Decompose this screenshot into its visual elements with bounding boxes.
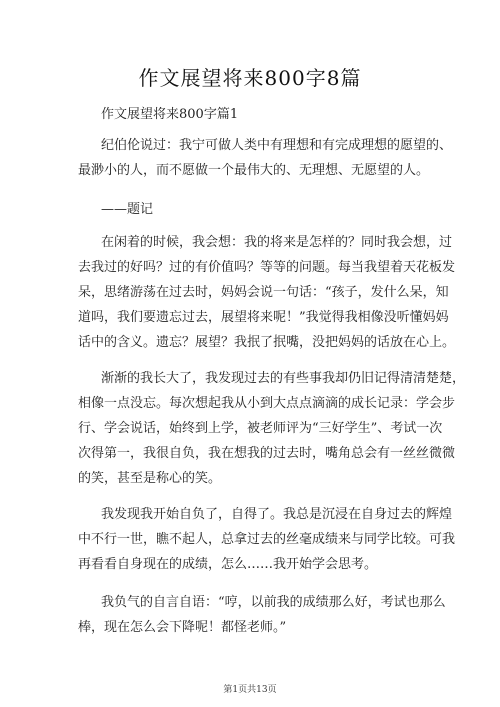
text-line: 去我过的好吗？过的有价值吗？等等的问题。每当我望着天花板发	[78, 260, 456, 275]
text-line: 道吗，我们要遗忘过去，展望将来呢！”我觉得我相像没听懂妈妈	[78, 310, 449, 325]
text-line: 中不行一世，瞧不起人，总拿过去的丝毫成绩来与同学比较。可我	[78, 532, 456, 547]
text-line: 再看看自身现在的成绩，怎么……我开始学会思考。	[78, 557, 378, 572]
text-line: 次得第一，我很自负，我在想我的过去时，嘴角总会有一丝丝微微	[78, 446, 456, 461]
text-line: 棒，现在怎么会下降呢！都怪老师。”	[78, 620, 287, 635]
text-line: 纪伯伦说过：我宁可做人类中有理想和有完成理想的愿望的、	[101, 138, 453, 153]
text-line: 的笑，甚至是称心的笑。	[78, 471, 222, 486]
text-line: 我发现我开始自负了，自得了。我总是沉浸在自身过去的辉煌	[101, 507, 453, 522]
text-line: 渐渐的我长大了，我发现过去的有些事我却仍旧记得清清楚楚，	[101, 371, 466, 386]
page-number-footer: 第1页共13页	[223, 685, 277, 695]
text-line: 最渺小的人，而不愿做一个最伟大的、无理想、无愿望的人。	[78, 163, 430, 178]
text-line: 话中的含义。遗忘？展望？我抿了抿嘴，没把妈妈的话放在心上。	[78, 335, 456, 350]
attribution-line: ——题记	[101, 202, 154, 217]
text-line: 呆，思绪游荡在过去时，妈妈会说一句话：“孩子，发什么呆，知	[78, 285, 449, 300]
text-line: 行、学会说话，始终到上学，被老师评为“三好学生”、考试一次	[78, 421, 443, 436]
text-line: 我负气的自言自语：“哼，以前我的成绩那么好，考试也那么	[101, 595, 446, 610]
text-line: 相像一点没忘。每次想起我从小到大点点滴滴的成长记录：学会步	[78, 396, 456, 411]
subtitle-line: 作文展望将来800字篇1	[101, 107, 239, 122]
text-line: 在闲着的时候，我会想：我的将来是怎样的？同时我会想，过	[101, 235, 453, 250]
page-title: 作文展望将来800字8篇	[138, 66, 362, 90]
